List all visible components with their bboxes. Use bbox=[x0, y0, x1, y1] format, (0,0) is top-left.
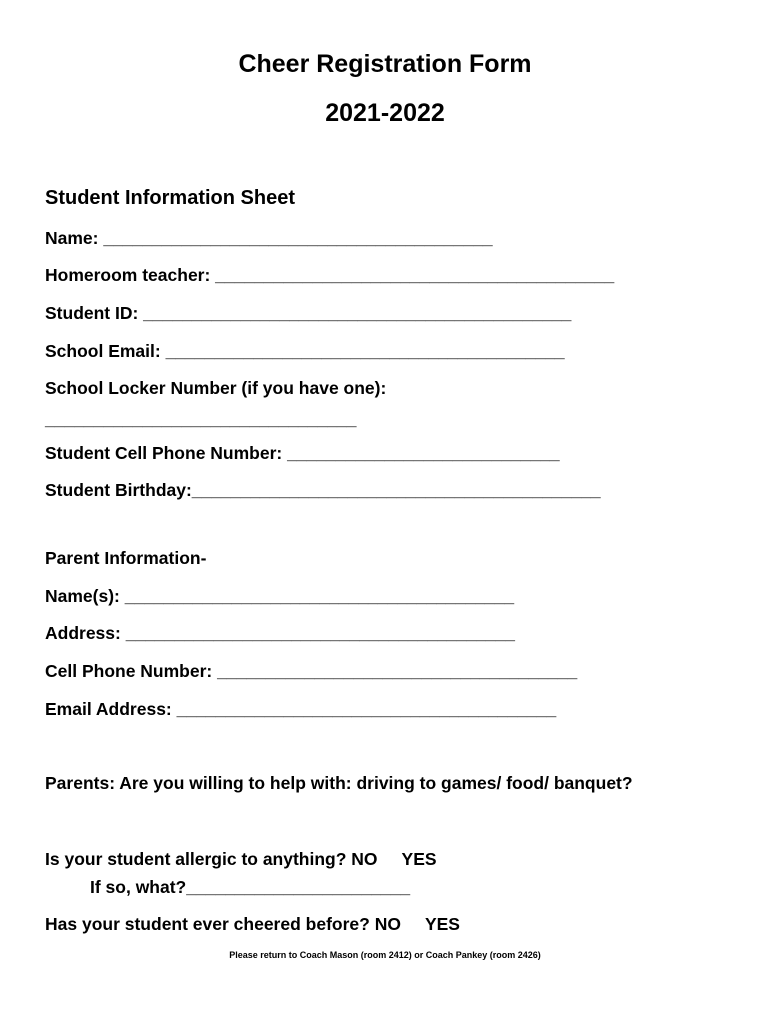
parent-info-heading: Parent Information- bbox=[45, 548, 207, 568]
homeroom-teacher-field: Homeroom teacher: _________________________________________ bbox=[45, 265, 615, 285]
school-email-field: School Email: _________________________________________ bbox=[45, 341, 565, 361]
allergy-question-text: Is your student allergic to anything? NO bbox=[45, 849, 378, 869]
parent-address-field: Address: ________________________________________ bbox=[45, 623, 516, 643]
form-title: Cheer Registration Form bbox=[238, 50, 532, 78]
student-name-field: Name: ________________________________________ bbox=[45, 228, 493, 248]
locker-number-label: School Locker Number (if you have one): bbox=[45, 378, 387, 398]
student-info-heading: Student Information Sheet bbox=[45, 187, 295, 209]
parent-email-field: Email Address: _______________________________________ bbox=[45, 699, 557, 719]
allergy-question bbox=[45, 849, 437, 870]
student-id-field: Student ID: ____________________________________________ bbox=[45, 303, 572, 323]
form-year: 2021-2022 bbox=[325, 99, 445, 127]
cheered-question-text: Has your student ever cheered before? NO bbox=[45, 914, 401, 934]
allergy-followup-field: If so, what?_______________________ bbox=[90, 877, 411, 897]
parent-cell-phone-field: Cell Phone Number: _____________________________________ bbox=[45, 661, 578, 681]
student-birthday-field: Student Birthday:__________________________________________ bbox=[45, 480, 601, 500]
allergy-yes-option: YES bbox=[401, 849, 437, 869]
locker-number-blank: ________________________________ bbox=[45, 409, 357, 429]
student-cell-phone-field: Student Cell Phone Number: ____________________________ bbox=[45, 443, 560, 463]
parent-names-field: Name(s): ________________________________________ bbox=[45, 586, 515, 606]
cheered-yes-option: YES bbox=[424, 914, 460, 934]
cheered-before-question bbox=[45, 914, 460, 935]
parent-help-question: Parents: Are you willing to help with: driving to games/ food/ banquet? bbox=[45, 773, 633, 793]
return-instructions-footer: Please return to Coach Mason (room 2412) or Coach Pankey (room 2426) bbox=[229, 950, 541, 960]
